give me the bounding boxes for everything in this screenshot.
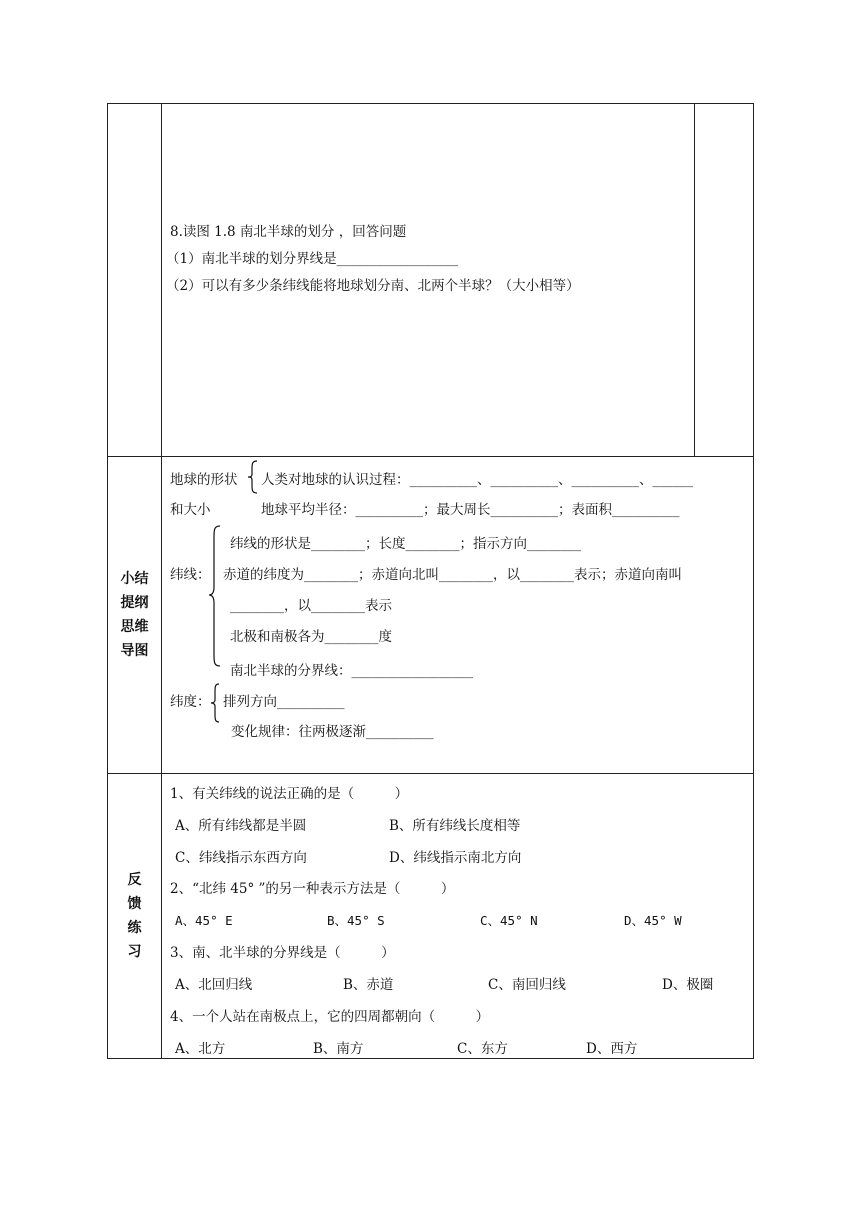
label-column-divider: [161, 103, 162, 1059]
q1-option-d: D、纬线指示南北方向: [389, 850, 522, 866]
question-8-part-1: （1）南北半球的划分界线是__________________: [166, 251, 459, 267]
q2-option-c: C、45° N: [480, 913, 538, 928]
summary-label-line: 思维: [120, 619, 149, 635]
row-divider-2: [107, 773, 754, 774]
latitude-arrangement: 排列方向__________: [223, 694, 345, 710]
right-column-divider: [694, 103, 695, 456]
q1-option-b: B、所有纬线长度相等: [389, 818, 521, 834]
earth-shape-label: 地球的形状: [170, 472, 238, 488]
feedback-question-4: 4、一个人站在南极点上，它的四周都朝向（ ）: [170, 1009, 490, 1025]
earth-size-label: 和大小: [170, 502, 211, 518]
feedback-question-1: 1、有关纬线的说法正确的是（ ）: [170, 786, 409, 802]
earth-shape-brace: [247, 460, 259, 494]
q3-option-d: D、极圈: [662, 977, 714, 993]
q3-option-a: A、北回归线: [175, 977, 253, 993]
latitude-line-label: 纬线：: [170, 567, 211, 583]
row-divider-1: [107, 456, 754, 457]
feedback-label-char: 练: [127, 920, 142, 936]
q3-option-c: C、南回归线: [488, 977, 566, 993]
q4-option-a: A、北方: [175, 1041, 226, 1057]
cognition-process-line: 人类对地球的认识过程：__________、__________、__________、______: [261, 472, 693, 488]
feedback-label-char: 习: [127, 944, 142, 960]
poles-degree: 北极和南极各为________度: [230, 629, 392, 645]
q1-option-a: A、所有纬线都是半圆: [175, 818, 307, 834]
latitude-change-rule: 变化规律：往两极逐渐__________: [231, 724, 434, 740]
q1-option-c: C、纬线指示东西方向: [175, 850, 307, 866]
q3-option-b: B、赤道: [343, 977, 394, 993]
southern-latitude: ________，以________表示: [230, 598, 392, 614]
summary-label-line: 提纲: [120, 595, 149, 611]
question-8-part-2: （2）可以有多少条纬线能将地球划分南、北两个半球？（大小相等）: [166, 278, 580, 294]
q4-option-b: B、南方: [313, 1041, 364, 1057]
question-8-title: 8.读图 1.8 南北半球的划分 ，回答问题: [170, 224, 407, 240]
feedback-row-label: [108, 868, 161, 964]
summary-label-line: 小结: [120, 571, 149, 587]
summary-row-label: [108, 567, 161, 663]
latitude-line-brace: [208, 525, 222, 667]
feedback-question-3: 3、南、北半球的分界线是（ ）: [170, 945, 395, 961]
q2-option-b: B、45° S: [327, 913, 385, 928]
q2-option-a: A、45° E: [175, 913, 233, 928]
summary-label-line: 导图: [120, 643, 149, 659]
hemisphere-boundary: 南北半球的分界线：__________________: [230, 663, 473, 679]
q4-option-c: C、东方: [457, 1041, 508, 1057]
latitude-label: 纬度：: [170, 694, 211, 710]
table-border-bottom: [107, 1058, 754, 1059]
q2-option-d: D、45° W: [624, 913, 682, 928]
table-border-right: [753, 103, 754, 1059]
latitude-brace: [210, 683, 220, 723]
feedback-question-2: 2、“北纬 45° ”的另一种表示方法是（ ）: [170, 881, 455, 897]
earth-radius-line: 地球平均半径：__________；最大周长__________；表面积__________: [261, 502, 680, 518]
table-border-top: [107, 103, 754, 104]
feedback-label-char: 反: [127, 872, 142, 888]
q4-option-d: D、西方: [586, 1041, 638, 1057]
feedback-label-char: 馈: [127, 896, 142, 912]
equator-latitude: 赤道的纬度为________；赤道向北叫________，以________表示；赤道向南叫: [223, 567, 682, 583]
latitude-line-shape: 纬线的形状是________；长度________；指示方向________: [230, 536, 581, 552]
